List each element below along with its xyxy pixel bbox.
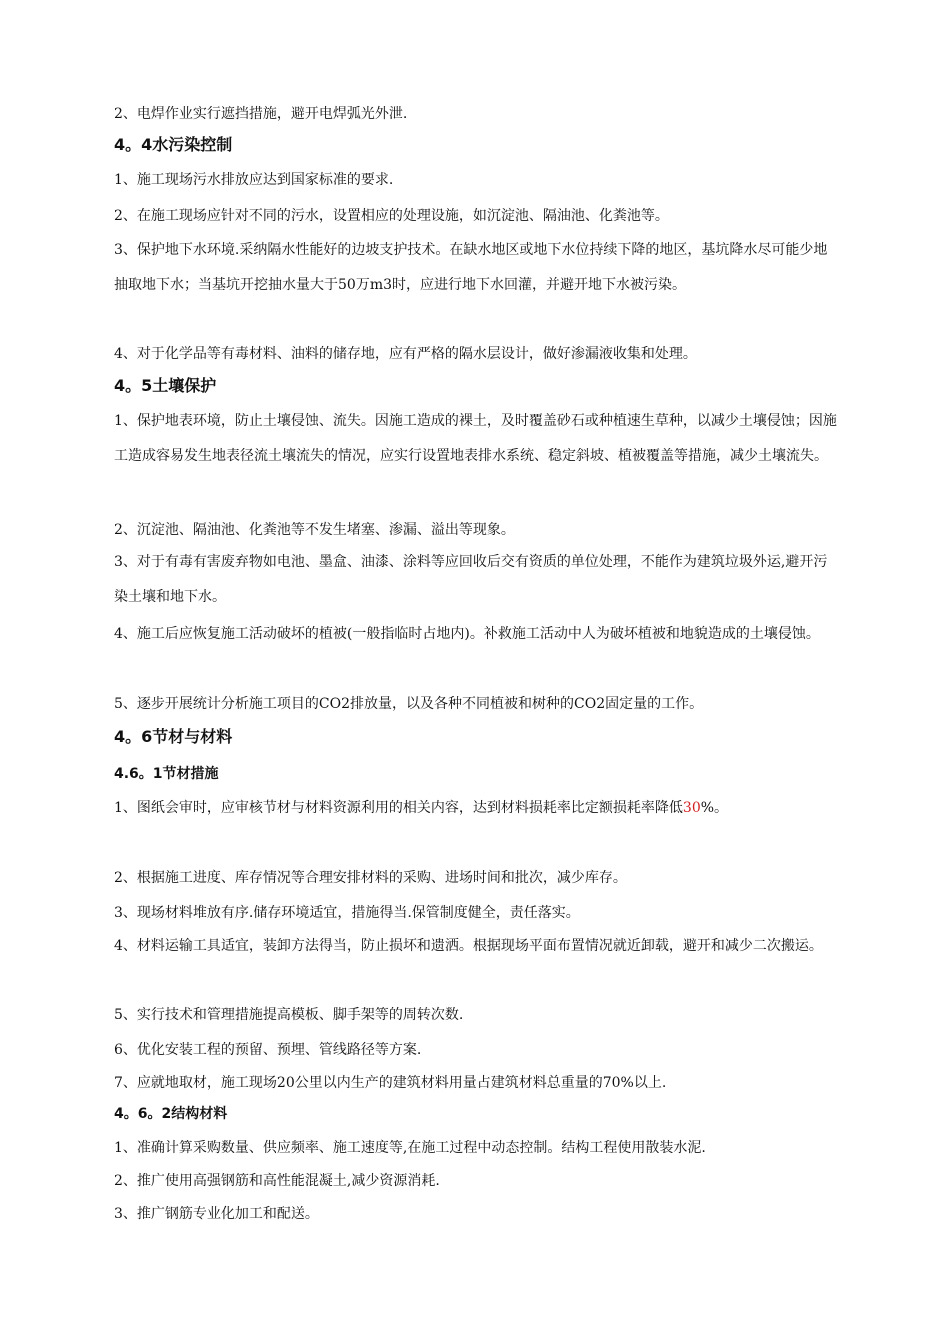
percent-sign: %。 [700, 800, 729, 816]
paragraph-drawing-review [114, 791, 838, 826]
paragraph-arc-shielding: 2、电焊作业实行遮挡措施，避开电焊弧光外泄. [114, 106, 408, 122]
heading-soil-protection: 4。5土壤保护 [114, 376, 217, 395]
paragraph-sedimentation-tanks: 2、沉淀池、隔油池、化粪池等不发生堵塞、渗漏、溢出等现象。 [114, 522, 515, 538]
subheading-structural-materials: 4。6。2结构材料 [114, 1106, 228, 1122]
percent-highlight: 30 [682, 800, 701, 816]
paragraph-high-strength-steel: 2、推广使用高强钢筋和高性能混凝土,减少资源消耗. [114, 1173, 440, 1189]
paragraph-co2-statistics: 5、逐步开展统计分析施工项目的CO2排放量，以及各种不同植被和树种的CO2固定量的工作。 [114, 696, 704, 712]
paragraph-material-stacking: 3、现场材料堆放有序.储存环境适宜，措施得当.保管制度健全，责任落实。 [114, 905, 580, 921]
paragraph-groundwater-protection: 3、保护地下水环境.采纳隔水性能好的边坡支护技术。在缺水地区或地下水位持续下降的地区，基坑降水尽可能少地抽取地下水；当基坑开挖抽水量大于50万m3时，应进行地下水回灌，并避开地下水被污染。 [114, 242, 828, 293]
paragraph-sewage-facilities: 2、在施工现场应针对不同的污水，设置相应的处理设施，如沉淀池、隔油池、化粪池等。 [114, 208, 669, 224]
paragraph-drawing-review-text: 1、图纸会审时，应审核节材与材料资源利用的相关内容，达到材料损耗率比定额损耗率降低 [114, 800, 683, 816]
heading-materials-saving: 4。6节材与材料 [114, 727, 233, 746]
paragraph-rebar-processing: 3、推广钢筋专业化加工和配送。 [114, 1206, 319, 1222]
paragraph-local-materials: 7、应就地取材，施工现场20公里以内生产的建筑材料用量占建筑材料总重量的70%以上. [114, 1075, 667, 1091]
paragraph-transport: 4、材料运输工具适宜，装卸方法得当，防止损坏和遗洒。根据现场平面布置情况就近卸载，避开和减少二次搬运。 [114, 938, 823, 954]
heading-water-pollution-control: 4。4水污染控制 [114, 135, 233, 154]
paragraph-toxic-storage: 4、对于化学品等有毒材料、油料的储存地，应有严格的隔水层设计，做好渗漏液收集和处理。 [114, 346, 697, 362]
paragraph-sewage-standard: 1、施工现场污水排放应达到国家标准的要求. [114, 172, 394, 188]
subheading-material-saving-measures: 4.6。1节材措施 [114, 766, 219, 782]
paragraph-formwork-turnover: 5、实行技术和管理措施提高模板、脚手架等的周转次数. [114, 1007, 464, 1023]
paragraph-procurement-calc: 1、准确计算采购数量、供应频率、施工速度等,在施工过程中动态控制。结构工程使用散装水泥. [114, 1140, 706, 1156]
paragraph-installation-optimize: 6、优化安装工程的预留、预埋、管线路径等方案. [114, 1042, 422, 1058]
paragraph-procurement-plan: 2、根据施工进度、库存情况等合理安排材料的采购、进场时间和批次，减少库存。 [114, 870, 627, 886]
paragraph-soil-erosion: 1、保护地表环境，防止土壤侵蚀、流失。因施工造成的裸土，及时覆盖砂石或种植速生草种，以减少土壤侵蚀；因施工造成容易发生地表径流土壤流失的情况，应实行设置地表排水系统、稳定斜坡、植被覆盖等措施，减少土壤流失。 [114, 413, 837, 464]
paragraph-hazardous-waste: 3、对于有毒有害废弃物如电池、墨盒、油漆、涂料等应回收后交有资质的单位处理，不能作为建筑垃圾外运,避开污染土壤和地下水。 [114, 554, 828, 605]
paragraph-vegetation-restore: 4、施工后应恢复施工活动破坏的植被(一般指临时占地内)。补救施工活动中人为破坏植被和地貌造成的土壤侵蚀。 [114, 626, 820, 642]
